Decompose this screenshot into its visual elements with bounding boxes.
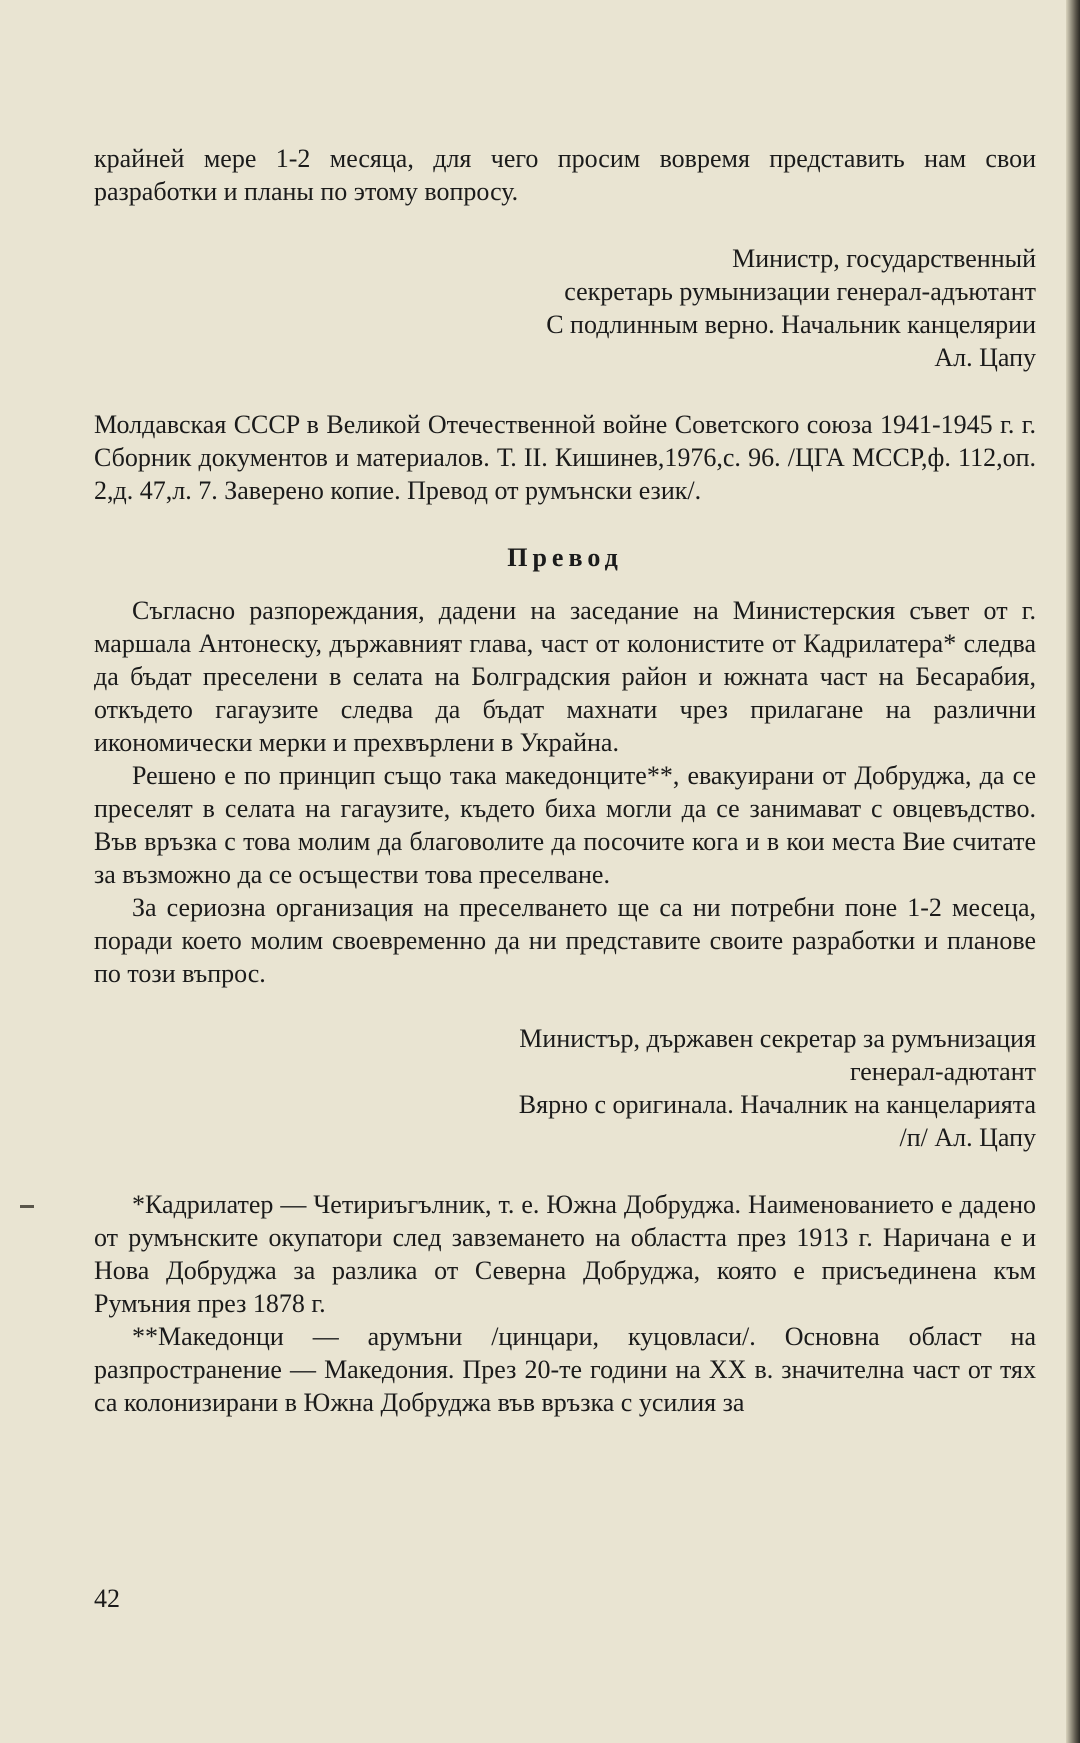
translation-signature-line-2: генерал-адютант bbox=[849, 1057, 1036, 1086]
translation-paragraph-2: Решено е по принцип също така македонците**, евакуирани от Добруджа, да се преселят в селата на гагаузите, където биха могли да се занимават с овцевъдство. Във връзка с това молим да благоволите да посочите кога и в кои места Вие считате за възможно да се осъществи това преселване. bbox=[94, 761, 1036, 889]
footnote-1: *Кадрилатер — Четириъгълник, т. е. Южна Добруджа. Наименованието е дадено от румънските окупатори след завземането на областта през 1913 г. Наричана е и Нова Добруджа за разлика от Северна Добруджа, която е присъединена към Румъния през 1878 г. bbox=[94, 1190, 1036, 1318]
translation-heading: Превод bbox=[507, 543, 623, 572]
russian-signature-line-3: С подлинным верно. Начальник канцелярии bbox=[546, 310, 1036, 339]
russian-signature-block bbox=[94, 242, 1036, 374]
russian-signature-line-4: Ал. Цапу bbox=[934, 343, 1036, 372]
page-number: 42 bbox=[94, 1584, 120, 1613]
translation-signature-line-3: Вярно с оригинала. Началник на канцеларията bbox=[518, 1090, 1036, 1119]
source-note: Молдавская ССCP в Великой Отечественной войне Советского союза 1941-1945 г. г. Сборник документов и материалов. Т. II. Кишинев,1976,с. 96. /ЦГА МССР,ф. 112,оп. 2,д. 47,л. 7. Заверено копие. Превод от румънски език/. bbox=[94, 410, 1036, 505]
translation-paragraph-3: За сериозна организация на преселването ще са ни потребни поне 1-2 месеца, поради което молим своевременно да ни представите своите разработки и планове по този въпрос. bbox=[94, 893, 1036, 988]
margin-mark bbox=[20, 1205, 34, 1208]
russian-signature-line-2: секретарь румынизации генерал-адъютант bbox=[564, 277, 1036, 306]
page-content bbox=[94, 142, 1036, 1419]
footnote-2: **Македонци — арумъни /цинцари, куцовласи/. Основна област на разпространение — Македония. През 20-те години на XX в. значителна част от тях са колонизирани в Южна Добруджа във връзка с усилия за bbox=[94, 1322, 1036, 1417]
translation-signature-line-4: /п/ Ал. Цапу bbox=[899, 1123, 1036, 1152]
russian-signature-line-1: Министр, государственный bbox=[732, 244, 1036, 273]
page-edge-shadow bbox=[1066, 0, 1080, 1743]
translation-signature-block bbox=[94, 1022, 1036, 1154]
russian-closing-paragraph: крайней мере 1-2 месяца, для чего просим вовремя представить нам свои разработки и планы по этому вопросу. bbox=[94, 144, 1036, 206]
translation-paragraph-1: Съгласно разпореждания, дадени на заседание на Министерския съвет от г. маршала Антонеску, държавният глава, част от колонистите от Кадрилатера* следва да бъдат преселени в селата на Болградския район и южната част на Бесарабия, откъдето гагаузите следва да бъдат махнати чрез прилагане на различни икономически мерки и прехвърлени в Украйна. bbox=[94, 596, 1036, 757]
translation-signature-line-1: Министър, държавен секретар за румънизация bbox=[519, 1024, 1036, 1053]
